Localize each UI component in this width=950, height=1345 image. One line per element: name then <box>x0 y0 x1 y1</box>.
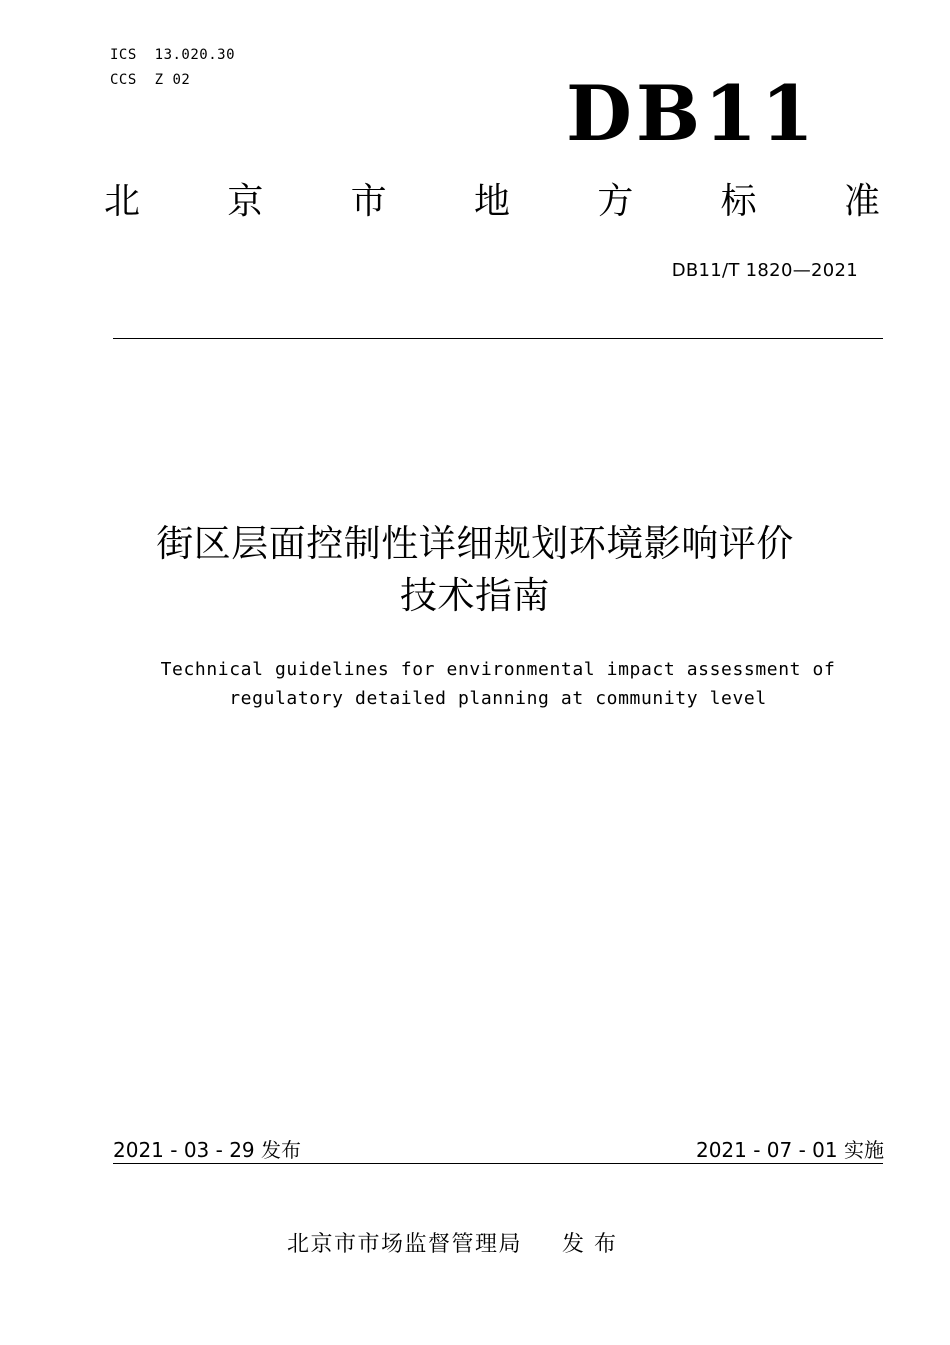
publisher-line <box>287 1227 626 1258</box>
bottom-divider <box>113 1163 883 1164</box>
english-title-line-1: Technical guidelines for environmental impact assessment of <box>160 659 836 680</box>
standard-type-title <box>104 180 880 223</box>
issue-date: 2021 - 03 - 29 发布 <box>113 1138 302 1162</box>
top-divider <box>113 338 883 339</box>
chinese-title <box>0 518 950 622</box>
publisher-name: 北京市市场监督管理局 <box>287 1232 523 1257</box>
ccs-code: CCS Z 02 <box>110 72 191 88</box>
standard-type-char: 准 <box>843 181 880 222</box>
standard-number: DB11/T 1820—2021 <box>671 260 858 281</box>
standard-type-char: 京 <box>227 181 264 222</box>
ics-code: ICS 13.020.30 <box>110 47 236 63</box>
publish-action: 发布 <box>562 1232 627 1257</box>
standard-type-char: 标 <box>720 181 757 222</box>
chinese-title-line-2: 技术指南 <box>400 574 550 617</box>
english-title-line-2: regulatory detailed planning at community level <box>229 688 767 709</box>
standard-type-char: 北 <box>104 181 141 222</box>
db11-logo: DB11 <box>566 69 818 158</box>
standard-type-char: 市 <box>350 181 387 222</box>
chinese-title-line-1: 街区层面控制性详细规划环境影响评价 <box>156 522 794 565</box>
standard-type-char: 方 <box>597 181 634 222</box>
implementation-date: 2021 - 07 - 01 实施 <box>695 1138 884 1162</box>
standard-type-char: 地 <box>473 181 510 222</box>
english-title <box>0 655 950 713</box>
